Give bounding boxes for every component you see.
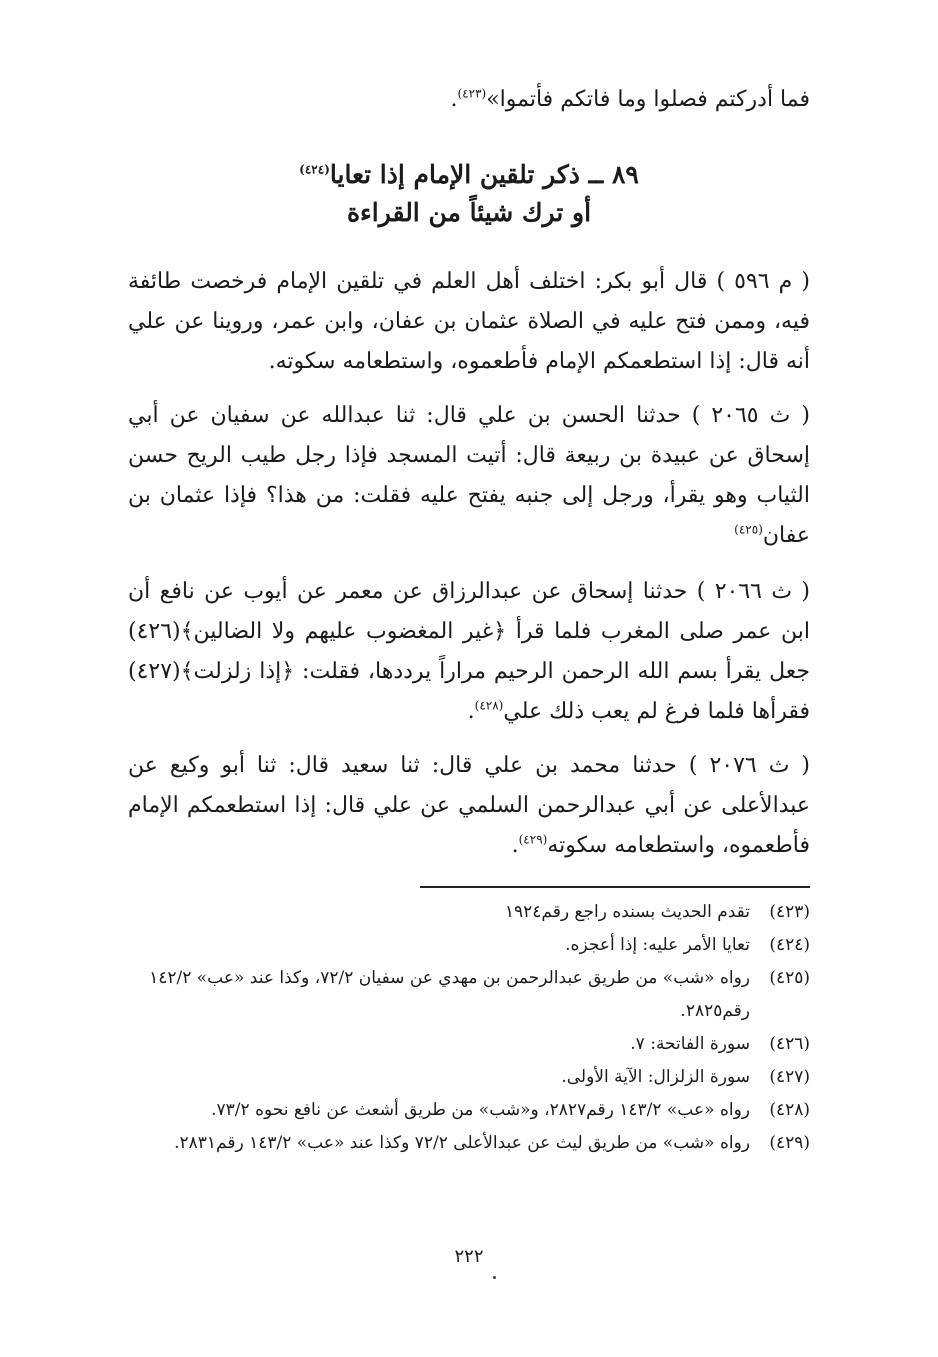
footnote-ref: (٤٢٩) [518,832,548,847]
footnote-ref: (٤٢٤) [299,162,330,177]
footnote-number: (٤٢٨) [769,1100,810,1120]
footnote-text: رواه «شب» من طريق عبدالرحمن بن مهدي عن سفيان ٧٢/٢، وكذا عند «عب» ١٤٢/٢ رقم٢٨٢٥. [149,968,750,1021]
paragraph [128,396,810,556]
footnote [128,929,810,962]
ink-speck [493,1276,496,1279]
footnote [128,896,810,929]
footnote-number: (٤٢٩) [769,1133,810,1153]
footnote-number: (٤٢٣) [769,902,810,922]
footnotes [128,896,810,1160]
footnote-text: تعايا الأمر عليه: إذا أعجزه. [565,935,750,955]
opening-line-end: . [450,87,458,112]
footnote-ref: (٤٢٨) [474,698,504,713]
paragraph-text: ( م ٥٩٦ ) قال أبو بكر: اختلف أهل العلم في تلقين الإمام فرخصت طائفة فيه، وممن فتح عليه في الصلاة عثمان بن عفان، وابن عمر، وروينا عن علي أنه قال: إذا استطعمكم الإمام فأطعموه، واستطعامه سكوته. [128,269,810,374]
footnote [128,962,810,1028]
opening-line-text: فما أدركتم فصلوا وما فاتكم فأتموا» [486,87,810,112]
footnote-text: تقدم الحديث بسنده راجع رقم١٩٢٤ [504,902,750,922]
paragraph-end: . [467,699,475,724]
footnote [128,1127,810,1160]
opening-line [128,80,810,120]
paragraph-text: ( ث ٢٠٦٥ ) حدثنا الحسن بن علي قال: ثنا عبدالله عن سفيان عن أبي إسحاق عن عبيدة بن ربيعة قال: أتيت المسجد فإذا رجل طيب الريح حسن الثياب وهو يقرأ، ورجل إلى جنبه يفتح عليه فقلت: من هذا؟ فإذا عثمان بن عفان [128,403,810,548]
footnote [128,1028,810,1061]
footnote-number: (٤٢٥) [769,968,810,988]
paragraph-text: ( ث ٢٠٧٦ ) حدثنا محمد بن علي قال: ثنا سعيد قال: ثنا أبو وكيع عن عبدالأعلى عن أبي عبدالرحمن السلمي عن علي قال: إذا استطعمكم الإمام فأطعموه، واستطعامه سكوته [128,753,811,858]
paragraph-end: . [511,833,519,858]
paragraph [128,572,810,732]
paragraph-text: ( ث ٢٠٦٦ ) حدثنا إسحاق عن عبدالرزاق عن معمر عن أيوب عن نافع أن ابن عمر صلى المغرب فلما قرأ ﴿غير المغضوب عليهم ولا الضالين﴾(٤٢٦) جعل يقرأ بسم الله الرحمن الرحيم مراراً يرددها، فقلت: ﴿إذا زلزلت﴾(٤٢٧) فقرأها فلما فرغ لم يعب ذلك علي [128,579,810,724]
footnote-ref: (٤٢٣) [457,86,487,101]
footnote-number: (٤٢٧) [769,1067,810,1087]
paragraph [128,746,810,866]
footnote-text: رواه «عب» ١٤٣/٢ رقم٢٨٢٧، و«شب» من طريق أشعث عن نافع نحوه ٧٣/٢. [211,1100,750,1120]
footnote-text: سورة الزلزال: الآية الأولى. [561,1067,750,1087]
chapter-heading-line1: ٨٩ ــ ذكر تلقين الإمام إذا تعايا [329,160,639,189]
footnote-ref: (٤٢٥) [734,522,763,537]
page-number: ٢٢٢ [454,1246,484,1267]
chapter-heading-line2: أو ترك شيئاً من القراءة [346,198,592,227]
footnote-text: سورة الفاتحة: ٧. [630,1034,750,1054]
paragraph [128,262,810,382]
chapter-heading [0,156,938,194]
footnote [128,1094,810,1127]
footnote-number: (٤٢٦) [769,1034,810,1054]
footnote-text: رواه «شب» من طريق ليث عن عبدالأعلى ٧٢/٢ وكذا عند «عب» ١٤٣/٢ رقم٢٨٣١. [174,1133,750,1153]
footnote-divider [420,886,810,888]
footnote-number: (٤٢٤) [769,935,810,955]
footnote [128,1061,810,1094]
